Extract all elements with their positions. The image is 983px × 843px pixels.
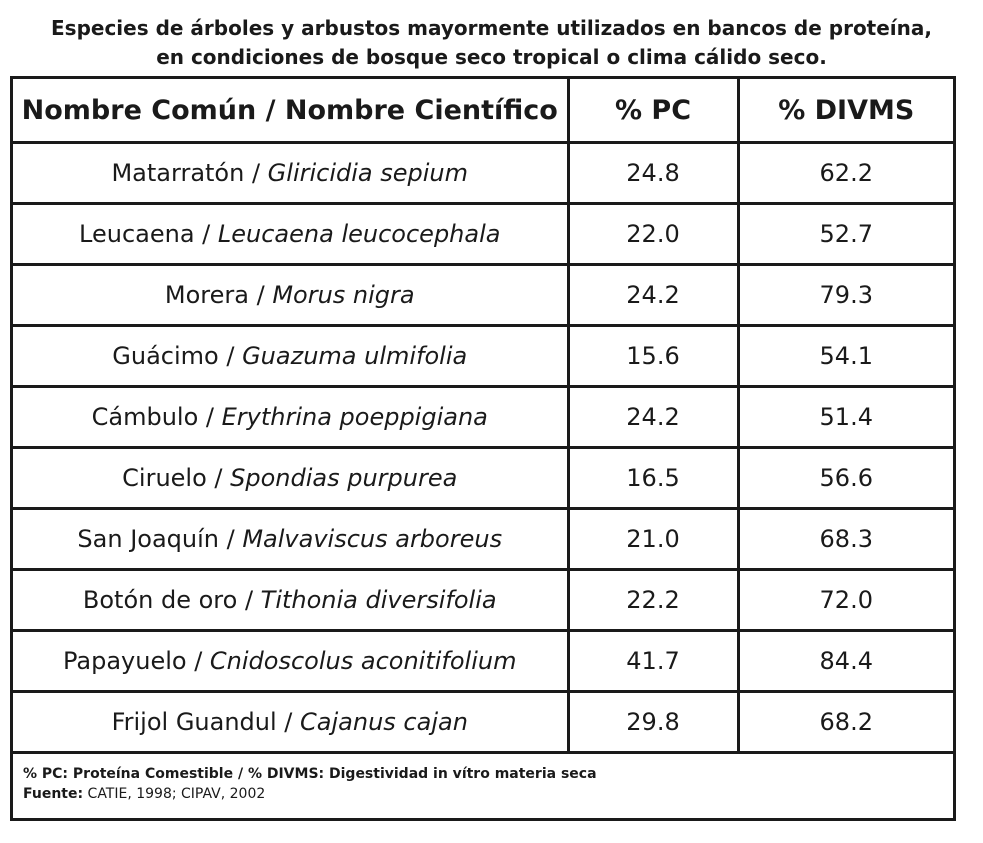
common-name: San Joaquín (77, 525, 219, 553)
title-line-1: Especies de árboles y arbustos mayormente utilizados en bancos de proteína, (51, 16, 932, 40)
common-name: Botón de oro (82, 586, 238, 614)
species-name-cell: Frijol Guandul / Cajanus cajan (13, 692, 568, 753)
scientific-name: Morus nigra (272, 281, 415, 309)
divms-cell: 72.0 (738, 570, 953, 631)
divms-cell: 68.3 (738, 509, 953, 570)
divms-cell: 68.2 (738, 692, 953, 753)
scientific-name: Cajanus cajan (300, 708, 468, 736)
species-name-cell: Papayuelo / Cnidoscolus aconitifolium (13, 631, 568, 692)
common-name: Guácimo (112, 342, 219, 370)
pc-cell: 24.8 (568, 143, 738, 204)
species-name-cell: Leucaena / Leucaena leucocephala (13, 204, 568, 265)
species-table-frame (10, 76, 956, 821)
source-label: Fuente: (23, 786, 84, 802)
pc-cell: 22.2 (568, 570, 738, 631)
common-name: Frijol Guandul (111, 708, 277, 736)
species-name-cell: Botón de oro / Tithonia diversifolia (13, 570, 568, 631)
header-name: Nombre Común / Nombre Científico (13, 79, 568, 143)
species-name-cell: Morera / Morus nigra (13, 265, 568, 326)
pc-cell: 21.0 (568, 509, 738, 570)
divms-cell: 52.7 (738, 204, 953, 265)
scientific-name: Erythrina poeppigiana (221, 403, 488, 431)
table-row (13, 326, 953, 387)
divms-cell: 79.3 (738, 265, 953, 326)
table-row (13, 448, 953, 509)
table-row (13, 631, 953, 692)
common-name: Morera (164, 281, 249, 309)
pc-cell: 22.0 (568, 204, 738, 265)
pc-cell: 41.7 (568, 631, 738, 692)
pc-cell: 15.6 (568, 326, 738, 387)
table-row (13, 265, 953, 326)
table-row (13, 143, 953, 204)
pc-cell: 29.8 (568, 692, 738, 753)
table-row (13, 570, 953, 631)
scientific-name: Cnidoscolus aconitifolium (209, 647, 517, 675)
divms-cell: 54.1 (738, 326, 953, 387)
scientific-name: Tithonia diversifolia (260, 586, 497, 614)
pc-cell: 24.2 (568, 387, 738, 448)
table-row (13, 692, 953, 753)
source-note (23, 784, 943, 804)
table-footer (13, 756, 953, 818)
scientific-name: Spondias purpurea (230, 464, 458, 492)
table-row (13, 509, 953, 570)
table-row (13, 204, 953, 265)
divms-cell: 84.4 (738, 631, 953, 692)
scientific-name: Leucaena leucocephala (217, 220, 501, 248)
header-pc: % PC (568, 79, 738, 143)
abbreviation-legend: % PC: Proteína Comestible / % DIVMS: Digestividad in vítro materia seca (23, 766, 597, 782)
species-name-cell: Cámbulo / Erythrina poeppigiana (13, 387, 568, 448)
scientific-name: Gliricidia sepium (267, 159, 469, 187)
species-name-cell: Guácimo / Guazuma ulmifolia (13, 326, 568, 387)
common-name: Matarratón (111, 159, 245, 187)
header-divms: % DIVMS (738, 79, 953, 143)
common-name: Papayuelo (63, 647, 187, 675)
species-name-cell: Matarratón / Gliricidia sepium (13, 143, 568, 204)
species-name-cell: Ciruelo / Spondias purpurea (13, 448, 568, 509)
pc-cell: 16.5 (568, 448, 738, 509)
table-row (13, 387, 953, 448)
table-header-row (13, 79, 953, 143)
common-name: Ciruelo (122, 464, 207, 492)
title-line-2: en condiciones de bosque seco tropical o clima cálido seco. (156, 45, 827, 69)
scientific-name: Guazuma ulmifolia (242, 342, 468, 370)
species-table (13, 79, 953, 754)
divms-cell: 56.6 (738, 448, 953, 509)
common-name: Leucaena (79, 220, 195, 248)
divms-cell: 51.4 (738, 387, 953, 448)
species-name-cell: San Joaquín / Malvaviscus arboreus (13, 509, 568, 570)
divms-cell: 62.2 (738, 143, 953, 204)
common-name: Cámbulo (91, 403, 199, 431)
scientific-name: Malvaviscus arboreus (242, 525, 503, 553)
source-text: CATIE, 1998; CIPAV, 2002 (83, 786, 266, 802)
page-title (0, 14, 983, 72)
pc-cell: 24.2 (568, 265, 738, 326)
